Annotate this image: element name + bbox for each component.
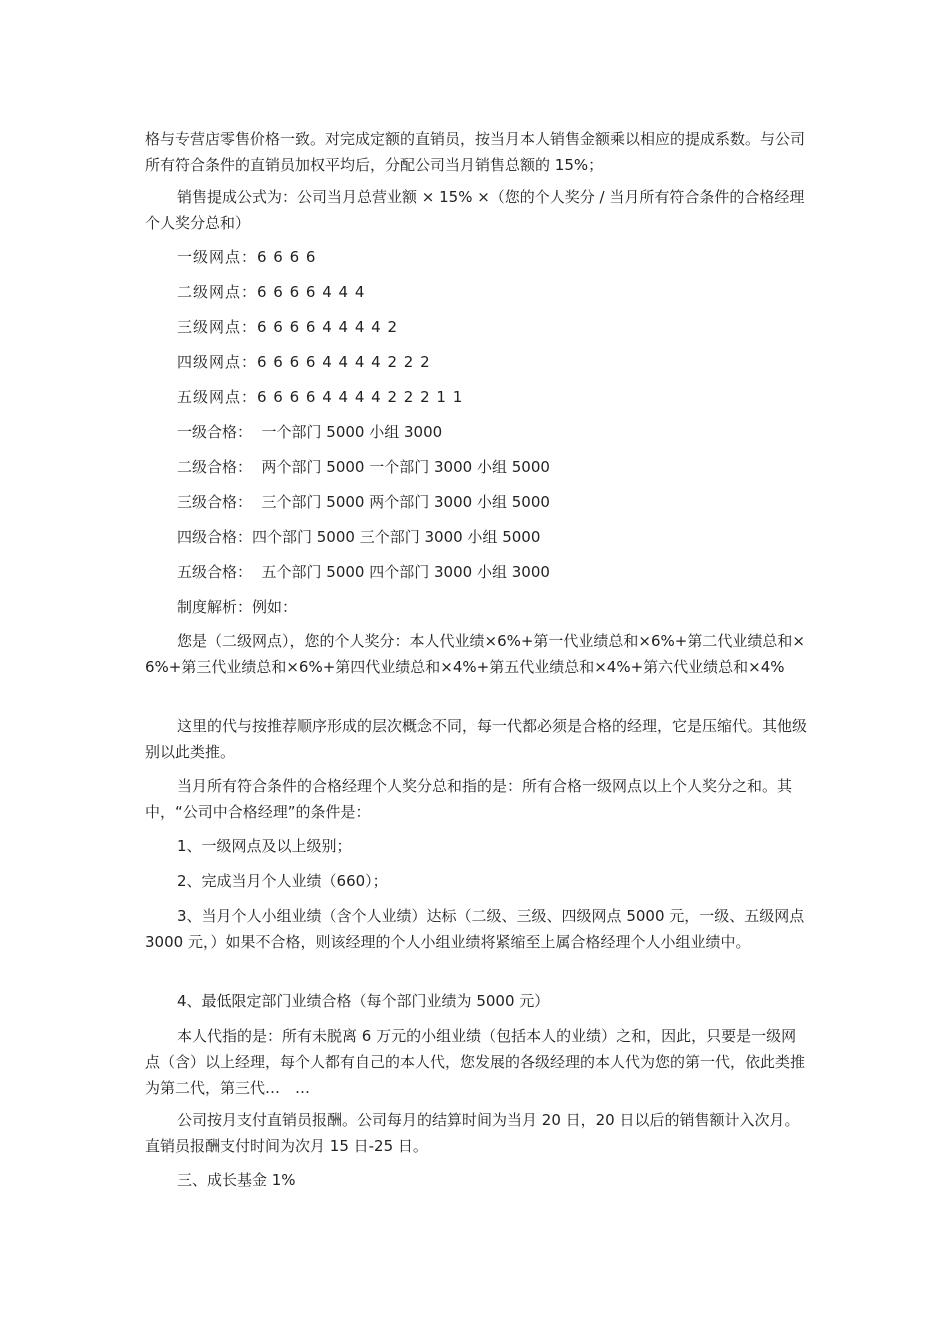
paragraph-level-5-qualify: 五级合格： 五个部门 5000 四个部门 3000 小组 3000 [177,563,550,581]
paragraph-level-4-points: 四级网点：6 6 6 6 4 4 4 4 2 2 2 [177,353,431,371]
paragraph-level-3-points: 三级网点：6 6 6 6 4 4 4 4 2 [177,318,399,336]
paragraph-formula: 销售提成公式为：公司当月总营业额 × 15% ×（您的个人奖分 / 当月所有符合条件的合格经理个人奖分总和） [145,188,805,232]
paragraph-commission-intro: 格与专营店零售价格一致。对完成定额的直销员，按当月本人销售金额乘以相应的提成系数。与公司所有符合条件的直销员加权平均后，分配公司当月销售总额的 15%； [145,130,806,174]
paragraph-level-2-qualify: 二级合格： 两个部门 5000 一个部门 3000 小组 5000 [177,458,550,476]
paragraph-level-5-points: 五级网点：6 6 6 6 4 4 4 4 2 2 2 1 1 [177,388,464,406]
paragraph-condition-3: 3、当月个人小组业绩（含个人业绩）达标（二级、三级、四级网点 5000 元，一级、五级网点 3000 元，）如果不合格，则该经理的个人小组业绩将紧缩至上属合格经理个人小组业绩中。 [145,907,810,951]
section-heading-growth-fund: 三、成长基金 1% [177,1171,296,1189]
paragraph-payment-schedule: 公司按月支付直销员报酬。公司每月的结算时间为当月 20 日，20 日以后的销售额计入次月。直销员报酬支付时间为次月 15 日-25 日。 [145,1111,800,1155]
paragraph-example: 您是（二级网点），您的个人奖分：本人代业绩×6%+第一代业绩总和×6%+第二代业绩总和×6%+第三代业绩总和×6%+第四代业绩总和×4%+第五代业绩总和×4%+第六代业绩总和×4% [145,632,805,676]
paragraph-total-points-def: 当月所有符合条件的合格经理个人奖分总和指的是：所有合格一级网点以上个人奖分之和。其中，“公司中合格经理”的条件是： [145,777,793,821]
paragraph-condition-4: 4、最低限定部门业绩合格（每个部门业绩为 5000 元） [177,992,550,1010]
paragraph-level-1-qualify: 一级合格： 一个部门 5000 小组 3000 [177,423,443,441]
paragraph-level-3-qualify: 三级合格： 三个部门 5000 两个部门 3000 小组 5000 [177,493,550,511]
paragraph-condition-1: 1、一级网点及以上级别； [177,837,352,855]
paragraph-level-4-qualify: 四级合格：四个部门 5000 三个部门 3000 小组 5000 [177,528,541,546]
paragraph-level-1-points: 一级网点：6 6 6 6 [177,248,317,266]
paragraph-own-generation-def: 本人代指的是：所有未脱离 6 万元的小组业绩（包括本人的业绩）之和，因此，只要是一级网点（含）以上经理，每个人都有自己的本人代，您发展的各级经理的本人代为您的第一代，依此类推为第二代，第三代… … [145,1027,806,1097]
paragraph-analysis-heading: 制度解析：例如： [177,598,298,616]
paragraph-generation-note: 这里的代与按推荐顺序形成的层次概念不同，每一代都必须是合格的经理，它是压缩代。其他级别以此类推。 [145,717,808,761]
paragraph-level-2-points: 二级网点：6 6 6 6 4 4 4 [177,283,366,301]
paragraph-condition-2: 2、完成当月个人业绩（660）； [177,872,388,890]
